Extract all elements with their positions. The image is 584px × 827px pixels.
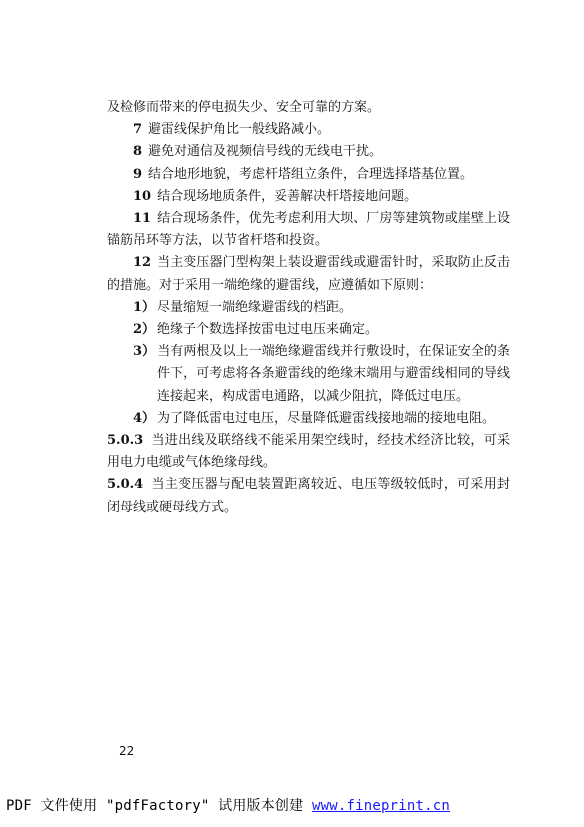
list-item [107, 252, 510, 296]
continuation-paragraph: 及检修而带来的停电损失少、安全可靠的方案。 [107, 100, 381, 115]
section-text: 当进出线及联络线不能采用架空线时，经技术经济比较，可采用电力电缆或气体绝缘母线。 [107, 433, 510, 471]
sub-item-number: 2） [133, 322, 156, 338]
item-number: 9 [133, 166, 143, 182]
list-item [107, 141, 510, 163]
sub-item-text: 当有两根及以上一端绝缘避雷线并行敷设时，在保证安全的条件下，可考虑将各条避雷线的绝缘末端用与避雷线相同的导线连接起来，构成雷电通路，以减少阻抗，降低过电压。 [157, 344, 510, 404]
section-number: 5.0.4 [107, 477, 144, 493]
item-text: 当主变压器门型构架上装设避雷线或避雷针时，采取防止反击的措施。对于采用一端绝缘的避雷线，应遵循如下原则： [107, 255, 510, 293]
pdf-footer [6, 795, 450, 815]
section-paragraph [107, 430, 510, 474]
body-text [107, 97, 510, 519]
section-number: 5.0.3 [107, 433, 144, 449]
sub-item-number: 1） [133, 299, 156, 315]
list-item [107, 119, 510, 141]
footer-text: PDF 文件使用 "pdfFactory" 试用版本创建 [6, 798, 312, 814]
sub-item-number: 4） [133, 410, 156, 426]
item-number: 12 [133, 255, 152, 271]
section-paragraph [107, 474, 510, 518]
sub-item-text: 绝缘子个数选择按雷电过电压来确定。 [157, 322, 379, 338]
sub-list-item [107, 319, 510, 341]
list-item [107, 186, 510, 208]
sub-list-item [107, 341, 510, 408]
item-number: 7 [133, 122, 143, 138]
item-text: 结合地形地貌，考虑杆塔组立条件，合理选择塔基位置。 [148, 166, 474, 182]
section-text: 当主变压器与配电装置距离较近、电压等级较低时，可采用封闭母线或硬母线方式。 [107, 477, 510, 515]
sub-item-text: 尽量缩短一端绝缘避雷线的档距。 [157, 299, 353, 315]
sub-item-number: 3） [133, 344, 156, 360]
list-item [107, 164, 510, 186]
item-number: 8 [133, 144, 143, 160]
item-number: 10 [133, 188, 152, 204]
sub-list-item [107, 408, 510, 430]
item-text: 避雷线保护角比一般线路减小。 [148, 122, 331, 138]
sub-item-text: 为了降低雷电过电压，尽量降低避雷线接地端的接地电阻。 [157, 410, 496, 426]
sub-list-item [107, 297, 510, 319]
item-text: 结合现场地质条件，妥善解决杆塔接地问题。 [157, 188, 418, 204]
page-number: 22 [119, 744, 135, 758]
list-item [107, 208, 510, 252]
footer-link[interactable]: www.fineprint.cn [311, 798, 451, 814]
item-text: 结合现场条件，优先考虑利用大坝、厂房等建筑物或崖壁上设锚筋吊环等方法，以节省杆塔和投资。 [107, 211, 510, 249]
item-number: 11 [133, 211, 152, 227]
item-text: 避免对通信及视频信号线的无线电干扰。 [148, 144, 383, 160]
